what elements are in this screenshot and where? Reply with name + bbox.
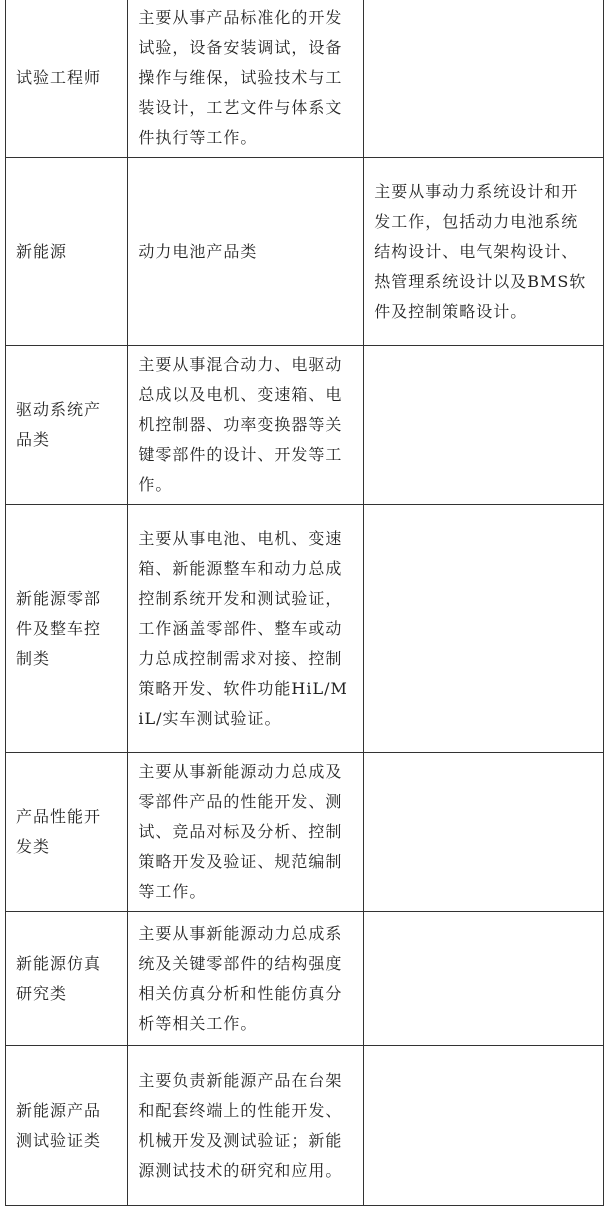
row-subcategory-cell: 动力电池产品类 (128, 158, 364, 346)
row-description-cell: 主要从事电池、电机、变速箱、新能源整车和动力总成控制系统开发和测试验证，工作涵盖零部件、整车或动力总成控制需求对接、控制策略开发、软件功能HiL/MiL/实车测试验证。 (128, 505, 364, 753)
row-category-cell: 驱动系统产品类 (6, 346, 128, 505)
row-category-cell: 新能源 (6, 158, 128, 346)
row-description-cell: 主要从事混合动力、电驱动总成以及电机、变速箱、电机控制器、功率变换器等关键零部件的设计、开发等工作。 (128, 346, 364, 505)
row-category-cell: 新能源产品测试验证类 (6, 1046, 128, 1206)
table-row (6, 753, 604, 912)
table-row (6, 912, 604, 1046)
row-extra-cell (364, 912, 604, 1046)
row-description-cell: 主要从事新能源动力总成及零部件产品的性能开发、测试、竞品对标及分析、控制策略开发及验证、规范编制等工作。 (128, 753, 364, 912)
row-extra-cell (364, 346, 604, 505)
row-extra-cell (364, 753, 604, 912)
row-description-cell: 主要从事动力系统设计和开发工作，包括动力电池系统结构设计、电气架构设计、热管理系统设计以及BMS软件及控制策略设计。 (364, 158, 604, 346)
table-row (6, 1046, 604, 1206)
row-description-cell: 主要从事新能源动力总成系统及关键零部件的结构强度相关仿真分析和性能仿真分析等相关工作。 (128, 912, 364, 1046)
table-row (6, 505, 604, 753)
job-table (5, 0, 604, 1206)
table-row (6, 158, 604, 346)
row-extra-cell (364, 1046, 604, 1206)
row-extra-cell (364, 0, 604, 158)
row-category-cell: 产品性能开发类 (6, 753, 128, 912)
table-row (6, 0, 604, 158)
row-category-cell: 新能源仿真研究类 (6, 912, 128, 1046)
row-category-cell: 试验工程师 (6, 0, 128, 158)
row-description-cell: 主要负责新能源产品在台架和配套终端上的性能开发、机械开发及测试验证；新能源测试技术的研究和应用。 (128, 1046, 364, 1206)
row-extra-cell (364, 505, 604, 753)
row-category-cell: 新能源零部件及整车控制类 (6, 505, 128, 753)
table-row (6, 346, 604, 505)
row-description-cell: 主要从事产品标准化的开发试验，设备安装调试，设备操作与维保，试验技术与工装设计，工艺文件与体系文件执行等工作。 (128, 0, 364, 158)
